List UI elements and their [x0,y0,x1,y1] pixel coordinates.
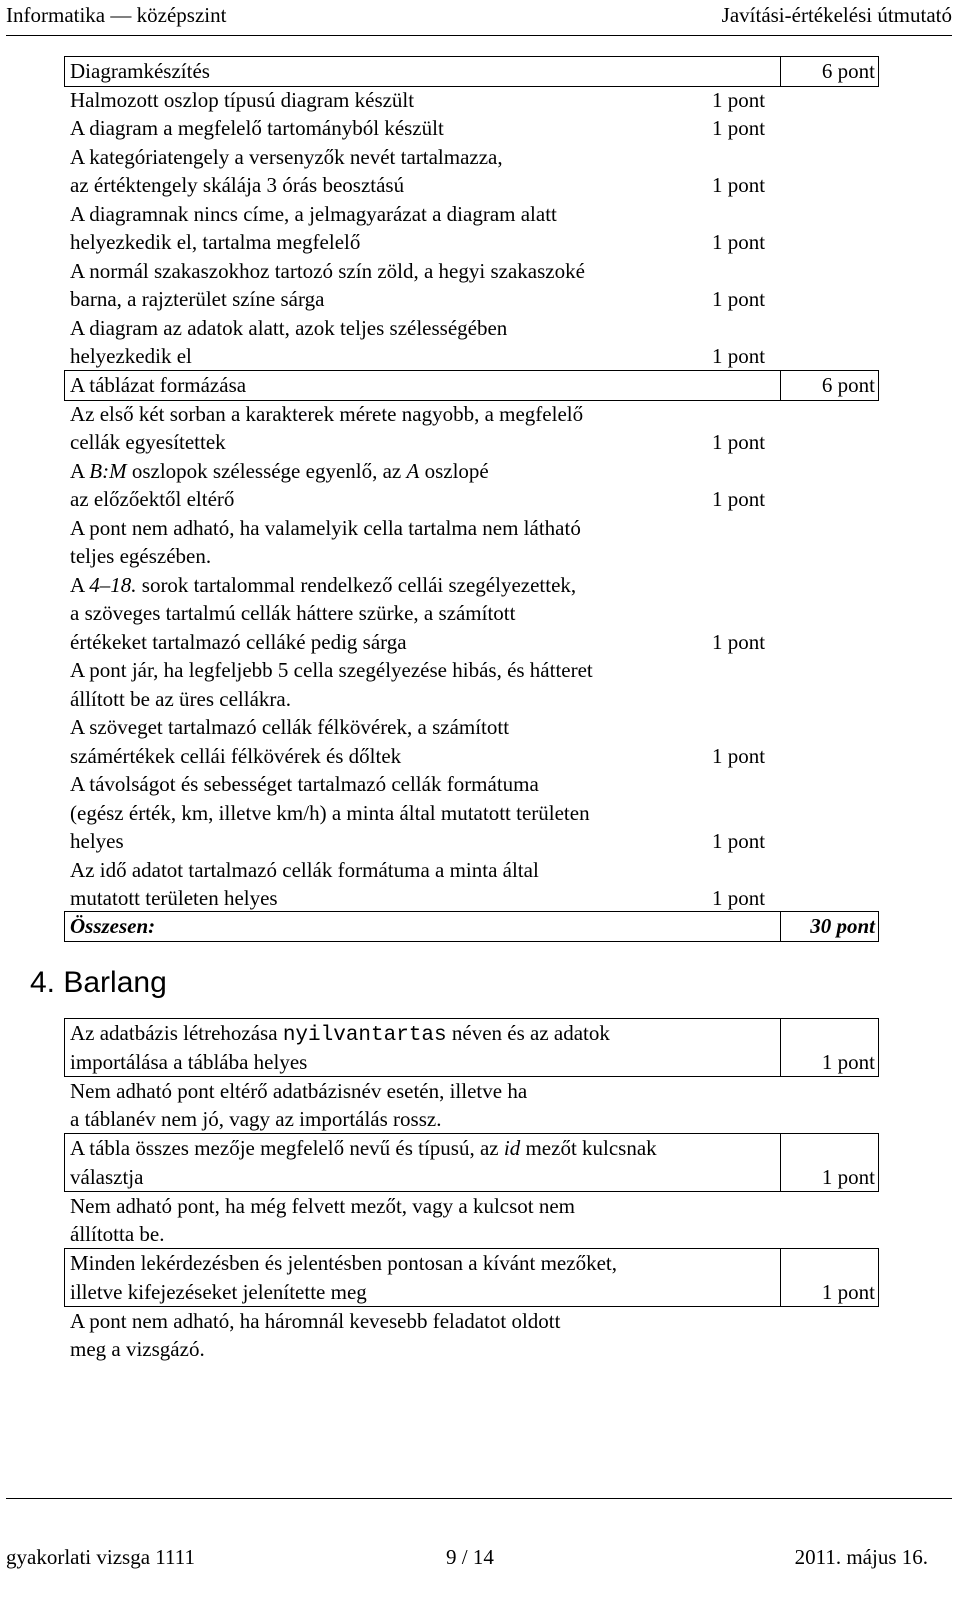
point-label: 1 pont [712,173,766,197]
criteria-line: az értéktengely skálája 3 órás beosztású [70,173,405,197]
criteria-line: helyes [70,829,124,853]
point-label: 1 pont [821,1050,875,1074]
criteria-note: A pont nem adható, ha valamelyik cella tartalma nem látható [70,516,581,540]
point-label: 1 pont [712,116,766,140]
point-label: 1 pont [712,88,766,112]
point-label: 1 pont [712,630,766,654]
footer-date: 2011. május 16. [794,1545,928,1569]
header-doc-type: Javítási-értékelési útmutató [721,3,952,27]
criteria-line: számértékek cellái félkövérek és dőltek [70,744,402,768]
criteria-note: Nem adható pont, ha még felvett mezőt, vagy a kulcsot nem [70,1194,576,1218]
inline-text: mezőt kulcsnak [525,1136,657,1160]
column-letter: A [406,459,420,483]
field-name: id [503,1136,521,1160]
diagram-heading: Diagramkészítés [70,59,210,83]
inline-text: A tábla összes mezője megfelelő nevű és típusú, az [70,1136,499,1160]
criteria-note: állított be az üres cellákra. [70,687,291,711]
criteria-note: meg a vizsgázó. [70,1337,205,1361]
criteria-note: teljes egészében. [70,544,212,568]
header-rule [6,35,952,36]
criteria-line: helyezkedik el [70,344,192,368]
total-row-box [64,911,879,942]
inline-text: oszlopok szélessége egyenlő, az [131,459,402,483]
criteria-line: választja [70,1165,144,1189]
point-label: 1 pont [712,886,766,910]
database-name: nyilvantartas [282,1024,447,1047]
criteria-line: az előzőektől eltérő [70,487,235,511]
criteria-note: állította be. [70,1222,165,1246]
criteria-line: Az első két sorban a karakterek mérete nagyobb, a megfelelő [70,402,584,426]
criteria-line-mixed [70,571,576,599]
criteria-note: A pont nem adható, ha háromnál kevesebb feladatot oldott [70,1309,561,1333]
criteria-line: illetve kifejezéseket jelenítette meg [70,1280,367,1304]
inline-text: sorok tartalommal rendelkező cellái szegélyezettek, [141,573,577,597]
criteria-line: A szöveget tartalmazó cellák félkövérek, a számított [70,715,510,739]
footer-exam: gyakorlati vizsga 1111 [6,1545,195,1569]
criteria-line: mutatott területen helyes [70,886,278,910]
page-number: 9 / 14 [446,1545,494,1569]
criteria-line-mixed [70,457,489,485]
criteria-line: A diagramnak nincs címe, a jelmagyarázat a diagram alatt [70,202,557,226]
point-label: 1 pont [712,287,766,311]
inline-text: A [70,459,85,483]
task-title: 4. Barlang [30,966,167,999]
criteria-note: A pont jár, ha legfeljebb 5 cella szegélyezése hibás, és hátteret [70,658,593,682]
point-label: 1 pont [821,1165,875,1189]
point-label: 1 pont [712,230,766,254]
criteria-line: Minden lekérdezésben és jelentésben pontosan a kívánt mezőket, [70,1251,617,1275]
criteria-line: cellák egyesítettek [70,430,226,454]
point-label: 1 pont [712,744,766,768]
header-subject: Informatika — középszint [6,3,227,27]
total-label: Összesen: [70,914,156,938]
inline-text: A [70,573,85,597]
inline-text: oszlopé [424,459,489,483]
column-range: B:M [89,459,127,483]
point-label: 1 pont [712,344,766,368]
point-label: 1 pont [821,1280,875,1304]
total-value: 30 pont [810,914,875,938]
criteria-note: Nem adható pont eltérő adatbázisnév esetén, illetve ha [70,1079,528,1103]
table-total: 6 pont [821,373,875,397]
criteria-line: Az idő adatot tartalmazó cellák formátuma a minta által [70,858,539,882]
point-label: 1 pont [712,430,766,454]
criteria-line: A távolságot és sebességet tartalmazó cellák formátuma [70,772,539,796]
criteria-line-mixed [70,1134,657,1162]
diagram-total: 6 pont [821,59,875,83]
criteria-line: helyezkedik el, tartalma megfelelő [70,230,361,254]
criteria-line: A kategóriatengely a versenyzők nevét tartalmazza, [70,145,503,169]
point-label: 1 pont [712,829,766,853]
criteria-line: (egész érték, km, illetve km/h) a minta által mutatott területen [70,801,590,825]
criteria-line: értékeket tartalmazó celláké pedig sárga [70,630,407,654]
criteria-line: Halmozott oszlop típusú diagram készült [70,88,415,112]
table-heading: A táblázat formázása [70,373,247,397]
point-label: 1 pont [712,487,766,511]
criteria-line: barna, a rajzterület színe sárga [70,287,325,311]
criteria-line: A diagram a megfelelő tartományból készült [70,116,444,140]
criteria-line: a szöveges tartalmú cellák háttere szürke, a számított [70,601,516,625]
inline-text: néven és az adatok [451,1021,610,1045]
criteria-line-mixed [70,1019,610,1050]
criteria-note: a táblanév nem jó, vagy az importálás rossz. [70,1107,442,1131]
footer-rule [6,1498,952,1499]
criteria-line: importálása a táblába helyes [70,1050,308,1074]
inline-text: Az adatbázis létrehozása [70,1021,278,1045]
criteria-line: A normál szakaszokhoz tartozó szín zöld, a hegyi szakaszoké [70,259,585,283]
row-range: 4–18. [89,573,137,597]
criteria-line: A diagram az adatok alatt, azok teljes szélességében [70,316,508,340]
